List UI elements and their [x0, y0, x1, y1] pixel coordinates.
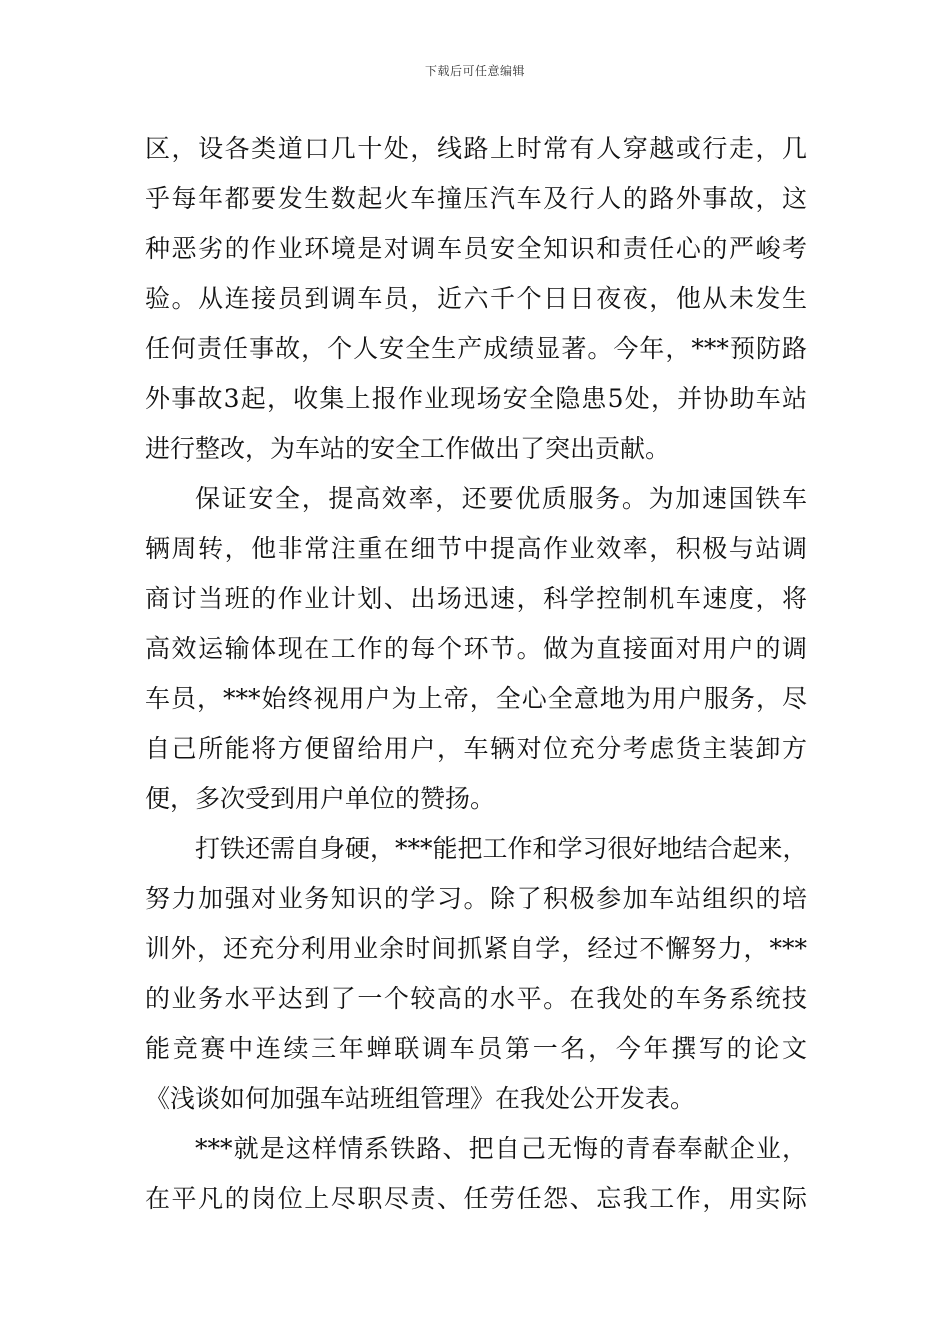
text-line: 车员，***始终视用户为上帝，全心全意地为用户服务，尽	[145, 684, 807, 713]
document-body	[145, 124, 807, 1224]
text-line: 《浅谈如何加强车站班组管理》在我处公开发表。	[145, 1084, 696, 1113]
text-line: 训外，还充分利用业余时间抓紧自学，经过不懈努力，***	[145, 934, 807, 963]
text-line: 验。从连接员到调车员，近六千个日日夜夜，他从未发生	[145, 284, 807, 313]
text-line: 高效运输体现在工作的每个环节。做为直接面对用户的调	[145, 634, 807, 663]
text-line: 任何责任事故，个人安全生产成绩显著。今年，***预防路	[145, 334, 807, 363]
text-line: 便，多次受到用户单位的赞扬。	[145, 784, 496, 813]
text-line: 商讨当班的作业计划、出场迅速，科学控制机车速度，将	[145, 584, 807, 613]
page-header: 下载后可任意编辑	[424, 64, 525, 78]
text-line: 能竞赛中连续三年蝉联调车员第一名，今年撰写的论文	[145, 1034, 807, 1063]
text-line: 的业务水平达到了一个较高的水平。在我处的车务系统技	[145, 984, 807, 1013]
text-line: ***就是这样情系铁路、把自己无悔的青春奉献企业，	[195, 1134, 807, 1163]
text-line: 进行整改，为车站的安全工作做出了突出贡献。	[145, 434, 671, 463]
text-line: 辆周转，他非常注重在细节中提高作业效率，积极与站调	[145, 534, 807, 563]
text-line: 自己所能将方便留给用户，车辆对位充分考虑货主装卸方	[145, 734, 807, 763]
text-line: 打铁还需自身硬，***能把工作和学习很好地结合起来，	[195, 834, 808, 863]
text-line: 乎每年都要发生数起火车撞压汽车及行人的路外事故，这	[145, 184, 807, 213]
text-line: 努力加强对业务知识的学习。除了积极参加车站组织的培	[145, 884, 807, 913]
text-line: 种恶劣的作业环境是对调车员安全知识和责任心的严峻考	[145, 234, 807, 263]
text-line: 外事故3起，收集上报作业现场安全隐患5处，并协助车站	[145, 384, 807, 413]
text-line: 在平凡的岗位上尽职尽责、任劳任怨、忘我工作，用实际	[145, 1184, 807, 1213]
text-line: 保证安全，提高效率，还要优质服务。为加速国铁车	[195, 484, 807, 513]
text-line: 区，设各类道口几十处，线路上时常有人穿越或行走，几	[145, 134, 807, 163]
